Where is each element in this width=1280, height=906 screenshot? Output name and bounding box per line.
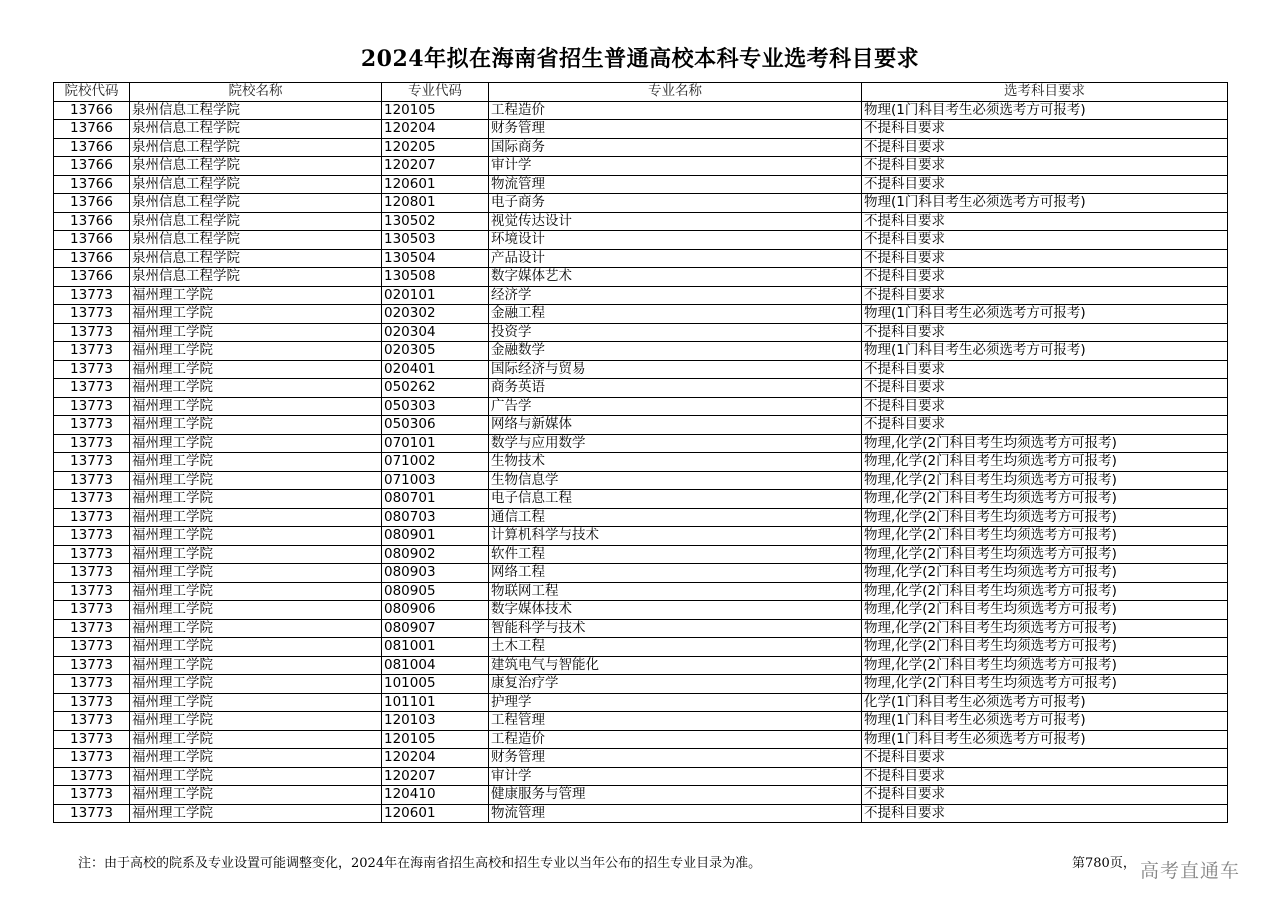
subject-requirement-cell: 不提科目要求 xyxy=(862,212,1228,231)
major-name-cell: 生物信息学 xyxy=(489,471,862,490)
school-name-cell: 福州理工学院 xyxy=(130,582,382,601)
school-code-cell: 13766 xyxy=(54,101,130,120)
school-name-cell: 福州理工学院 xyxy=(130,786,382,805)
school-name-cell: 福州理工学院 xyxy=(130,379,382,398)
school-code-cell: 13773 xyxy=(54,434,130,453)
header-row xyxy=(54,83,1228,102)
table-row xyxy=(54,212,1228,231)
major-code-cell: 120207 xyxy=(382,157,489,176)
subject-requirement-cell: 物理,化学(2门科目考生均须选考方可报考) xyxy=(862,601,1228,620)
subject-requirement-cell: 不提科目要求 xyxy=(862,120,1228,139)
subject-requirement-cell: 不提科目要求 xyxy=(862,157,1228,176)
school-code-cell: 13773 xyxy=(54,471,130,490)
table-row xyxy=(54,767,1228,786)
header-school-name: 院校名称 xyxy=(130,83,382,102)
major-name-cell: 物流管理 xyxy=(489,804,862,823)
major-name-cell: 建筑电气与智能化 xyxy=(489,656,862,675)
major-name-cell: 商务英语 xyxy=(489,379,862,398)
subject-requirement-cell: 物理(1门科目考生必须选考方可报考) xyxy=(862,730,1228,749)
school-code-cell: 13766 xyxy=(54,138,130,157)
subject-requirement-cell: 不提科目要求 xyxy=(862,175,1228,194)
school-code-cell: 13766 xyxy=(54,120,130,139)
school-code-cell: 13766 xyxy=(54,212,130,231)
major-code-cell: 080701 xyxy=(382,490,489,509)
table-row xyxy=(54,249,1228,268)
school-name-cell: 福州理工学院 xyxy=(130,675,382,694)
subject-requirement-cell: 物理,化学(2门科目考生均须选考方可报考) xyxy=(862,582,1228,601)
footer-page-number: 第780页， xyxy=(1072,856,1136,871)
major-name-cell: 金融数学 xyxy=(489,342,862,361)
major-name-cell: 土木工程 xyxy=(489,638,862,657)
subject-requirement-cell: 物理(1门科目考生必须选考方可报考) xyxy=(862,194,1228,213)
school-name-cell: 福州理工学院 xyxy=(130,564,382,583)
table-row xyxy=(54,342,1228,361)
subject-requirement-cell: 不提科目要求 xyxy=(862,286,1228,305)
subject-requirement-cell: 物理,化学(2门科目考生均须选考方可报考) xyxy=(862,564,1228,583)
school-name-cell: 泉州信息工程学院 xyxy=(130,212,382,231)
major-name-cell: 网络与新媒体 xyxy=(489,416,862,435)
major-code-cell: 120801 xyxy=(382,194,489,213)
major-code-cell: 071002 xyxy=(382,453,489,472)
subject-requirement-cell: 物理,化学(2门科目考生均须选考方可报考) xyxy=(862,675,1228,694)
subject-requirement-cell: 物理,化学(2门科目考生均须选考方可报考) xyxy=(862,508,1228,527)
school-name-cell: 福州理工学院 xyxy=(130,804,382,823)
school-code-cell: 13773 xyxy=(54,675,130,694)
subject-requirement-cell: 物理,化学(2门科目考生均须选考方可报考) xyxy=(862,619,1228,638)
subject-requirement-cell: 不提科目要求 xyxy=(862,231,1228,250)
school-code-cell: 13773 xyxy=(54,379,130,398)
school-code-cell: 13773 xyxy=(54,804,130,823)
subject-requirement-cell: 物理(1门科目考生必须选考方可报考) xyxy=(862,342,1228,361)
table-row xyxy=(54,619,1228,638)
table-row xyxy=(54,638,1228,657)
table-row xyxy=(54,286,1228,305)
major-name-cell: 生物技术 xyxy=(489,453,862,472)
subject-requirement-cell: 不提科目要求 xyxy=(862,767,1228,786)
major-name-cell: 工程造价 xyxy=(489,101,862,120)
school-name-cell: 泉州信息工程学院 xyxy=(130,194,382,213)
table-row xyxy=(54,360,1228,379)
subject-requirement-cell: 物理,化学(2门科目考生均须选考方可报考) xyxy=(862,545,1228,564)
table-row xyxy=(54,305,1228,324)
table-row xyxy=(54,101,1228,120)
header-major-code: 专业代码 xyxy=(382,83,489,102)
table-row xyxy=(54,416,1228,435)
subject-requirement-cell: 物理,化学(2门科目考生均须选考方可报考) xyxy=(862,490,1228,509)
school-code-cell: 13773 xyxy=(54,638,130,657)
subject-requirement-cell: 不提科目要求 xyxy=(862,786,1228,805)
table-row xyxy=(54,231,1228,250)
major-code-cell: 050262 xyxy=(382,379,489,398)
subject-requirement-cell: 物理,化学(2门科目考生均须选考方可报考) xyxy=(862,527,1228,546)
major-code-cell: 120105 xyxy=(382,101,489,120)
school-code-cell: 13773 xyxy=(54,527,130,546)
table-row xyxy=(54,693,1228,712)
major-code-cell: 080902 xyxy=(382,545,489,564)
school-code-cell: 13773 xyxy=(54,360,130,379)
school-name-cell: 福州理工学院 xyxy=(130,730,382,749)
major-name-cell: 智能科学与技术 xyxy=(489,619,862,638)
major-name-cell: 投资学 xyxy=(489,323,862,342)
major-code-cell: 120103 xyxy=(382,712,489,731)
subject-requirement-cell: 物理(1门科目考生必须选考方可报考) xyxy=(862,305,1228,324)
major-name-cell: 审计学 xyxy=(489,157,862,176)
major-code-cell: 020305 xyxy=(382,342,489,361)
table-row xyxy=(54,434,1228,453)
table-row xyxy=(54,397,1228,416)
major-name-cell: 经济学 xyxy=(489,286,862,305)
major-code-cell: 071003 xyxy=(382,471,489,490)
subject-requirement-cell: 不提科目要求 xyxy=(862,249,1228,268)
school-name-cell: 福州理工学院 xyxy=(130,434,382,453)
school-name-cell: 福州理工学院 xyxy=(130,545,382,564)
table-row xyxy=(54,508,1228,527)
subject-requirement-cell: 物理(1门科目考生必须选考方可报考) xyxy=(862,712,1228,731)
table-row xyxy=(54,120,1228,139)
table-row xyxy=(54,379,1228,398)
major-code-cell: 120410 xyxy=(382,786,489,805)
school-code-cell: 13773 xyxy=(54,397,130,416)
school-code-cell: 13773 xyxy=(54,342,130,361)
school-name-cell: 泉州信息工程学院 xyxy=(130,101,382,120)
major-name-cell: 计算机科学与技术 xyxy=(489,527,862,546)
subject-requirement-cell: 物理,化学(2门科目考生均须选考方可报考) xyxy=(862,471,1228,490)
major-code-cell: 120204 xyxy=(382,749,489,768)
school-code-cell: 13773 xyxy=(54,601,130,620)
major-name-cell: 工程管理 xyxy=(489,712,862,731)
school-code-cell: 13766 xyxy=(54,249,130,268)
subject-requirement-cell: 不提科目要求 xyxy=(862,749,1228,768)
table-row xyxy=(54,804,1228,823)
school-name-cell: 福州理工学院 xyxy=(130,749,382,768)
school-name-cell: 福州理工学院 xyxy=(130,360,382,379)
major-code-cell: 120205 xyxy=(382,138,489,157)
school-code-cell: 13773 xyxy=(54,749,130,768)
major-code-cell: 050306 xyxy=(382,416,489,435)
major-code-cell: 080703 xyxy=(382,508,489,527)
table-row xyxy=(54,453,1228,472)
major-code-cell: 020302 xyxy=(382,305,489,324)
school-name-cell: 泉州信息工程学院 xyxy=(130,249,382,268)
table-row xyxy=(54,138,1228,157)
subject-requirement-cell: 不提科目要求 xyxy=(862,416,1228,435)
school-name-cell: 福州理工学院 xyxy=(130,471,382,490)
major-code-cell: 020304 xyxy=(382,323,489,342)
major-code-cell: 020101 xyxy=(382,286,489,305)
major-name-cell: 数字媒体艺术 xyxy=(489,268,862,287)
major-code-cell: 081004 xyxy=(382,656,489,675)
requirements-table xyxy=(53,82,1228,823)
major-code-cell: 080901 xyxy=(382,527,489,546)
subject-requirement-cell: 不提科目要求 xyxy=(862,360,1228,379)
header-major-name: 专业名称 xyxy=(489,83,862,102)
major-name-cell: 广告学 xyxy=(489,397,862,416)
major-name-cell: 通信工程 xyxy=(489,508,862,527)
school-code-cell: 13773 xyxy=(54,786,130,805)
school-name-cell: 福州理工学院 xyxy=(130,656,382,675)
major-name-cell: 网络工程 xyxy=(489,564,862,583)
school-name-cell: 泉州信息工程学院 xyxy=(130,268,382,287)
table-row xyxy=(54,564,1228,583)
table-row xyxy=(54,490,1228,509)
major-name-cell: 数字媒体技术 xyxy=(489,601,862,620)
major-code-cell: 130504 xyxy=(382,249,489,268)
watermark-logo: 高考直通车 xyxy=(1140,860,1241,882)
table-row xyxy=(54,157,1228,176)
table-row xyxy=(54,194,1228,213)
major-code-cell: 080903 xyxy=(382,564,489,583)
major-code-cell: 080907 xyxy=(382,619,489,638)
major-code-cell: 050303 xyxy=(382,397,489,416)
major-code-cell: 120204 xyxy=(382,120,489,139)
school-code-cell: 13773 xyxy=(54,323,130,342)
table-row xyxy=(54,175,1228,194)
header-subject-requirement: 选考科目要求 xyxy=(862,83,1228,102)
table-row xyxy=(54,268,1228,287)
major-code-cell: 130503 xyxy=(382,231,489,250)
page-title: 2024年拟在海南省招生普通高校本科专业选考科目要求 xyxy=(360,46,920,72)
school-name-cell: 福州理工学院 xyxy=(130,601,382,620)
school-name-cell: 福州理工学院 xyxy=(130,508,382,527)
table-row xyxy=(54,786,1228,805)
school-name-cell: 福州理工学院 xyxy=(130,286,382,305)
subject-requirement-cell: 化学(1门科目考生必须选考方可报考) xyxy=(862,693,1228,712)
subject-requirement-cell: 物理,化学(2门科目考生均须选考方可报考) xyxy=(862,453,1228,472)
school-name-cell: 福州理工学院 xyxy=(130,693,382,712)
subject-requirement-cell: 不提科目要求 xyxy=(862,138,1228,157)
school-code-cell: 13773 xyxy=(54,712,130,731)
major-name-cell: 电子信息工程 xyxy=(489,490,862,509)
major-code-cell: 120601 xyxy=(382,804,489,823)
table-row xyxy=(54,656,1228,675)
subject-requirement-cell: 物理,化学(2门科目考生均须选考方可报考) xyxy=(862,656,1228,675)
table-row xyxy=(54,730,1228,749)
school-code-cell: 13766 xyxy=(54,175,130,194)
major-name-cell: 产品设计 xyxy=(489,249,862,268)
table-row xyxy=(54,712,1228,731)
school-name-cell: 福州理工学院 xyxy=(130,527,382,546)
school-code-cell: 13773 xyxy=(54,286,130,305)
major-name-cell: 金融工程 xyxy=(489,305,862,324)
major-name-cell: 工程造价 xyxy=(489,730,862,749)
subject-requirement-cell: 物理,化学(2门科目考生均须选考方可报考) xyxy=(862,638,1228,657)
school-code-cell: 13773 xyxy=(54,767,130,786)
major-name-cell: 财务管理 xyxy=(489,749,862,768)
school-code-cell: 13773 xyxy=(54,453,130,472)
school-code-cell: 13773 xyxy=(54,619,130,638)
major-code-cell: 020401 xyxy=(382,360,489,379)
school-code-cell: 13773 xyxy=(54,416,130,435)
table-row xyxy=(54,601,1228,620)
school-code-cell: 13773 xyxy=(54,693,130,712)
subject-requirement-cell: 不提科目要求 xyxy=(862,397,1228,416)
major-name-cell: 电子商务 xyxy=(489,194,862,213)
subject-requirement-cell: 物理(1门科目考生必须选考方可报考) xyxy=(862,101,1228,120)
school-name-cell: 泉州信息工程学院 xyxy=(130,138,382,157)
school-name-cell: 福州理工学院 xyxy=(130,712,382,731)
school-code-cell: 13766 xyxy=(54,194,130,213)
major-code-cell: 101005 xyxy=(382,675,489,694)
major-name-cell: 视觉传达设计 xyxy=(489,212,862,231)
major-code-cell: 080906 xyxy=(382,601,489,620)
school-name-cell: 泉州信息工程学院 xyxy=(130,157,382,176)
table-body xyxy=(54,101,1228,823)
school-name-cell: 福州理工学院 xyxy=(130,323,382,342)
school-code-cell: 13773 xyxy=(54,490,130,509)
table-row xyxy=(54,675,1228,694)
subject-requirement-cell: 不提科目要求 xyxy=(862,323,1228,342)
table-row xyxy=(54,749,1228,768)
footer-note: 注：由于高校的院系及专业设置可能调整变化，2024年在海南省招生高校和招生专业以当年公布的招生专业目录为准。 xyxy=(78,856,762,871)
school-code-cell: 13773 xyxy=(54,305,130,324)
major-name-cell: 软件工程 xyxy=(489,545,862,564)
school-code-cell: 13766 xyxy=(54,268,130,287)
school-code-cell: 13766 xyxy=(54,157,130,176)
table-row xyxy=(54,323,1228,342)
major-name-cell: 数学与应用数学 xyxy=(489,434,862,453)
subject-requirement-cell: 不提科目要求 xyxy=(862,804,1228,823)
major-code-cell: 070101 xyxy=(382,434,489,453)
major-name-cell: 国际商务 xyxy=(489,138,862,157)
subject-requirement-cell: 不提科目要求 xyxy=(862,268,1228,287)
school-name-cell: 泉州信息工程学院 xyxy=(130,231,382,250)
major-name-cell: 物联网工程 xyxy=(489,582,862,601)
header-school-code: 院校代码 xyxy=(54,83,130,102)
major-code-cell: 130508 xyxy=(382,268,489,287)
school-name-cell: 福州理工学院 xyxy=(130,342,382,361)
school-name-cell: 福州理工学院 xyxy=(130,453,382,472)
major-name-cell: 健康服务与管理 xyxy=(489,786,862,805)
major-code-cell: 080905 xyxy=(382,582,489,601)
major-code-cell: 120207 xyxy=(382,767,489,786)
major-name-cell: 护理学 xyxy=(489,693,862,712)
school-name-cell: 福州理工学院 xyxy=(130,397,382,416)
major-name-cell: 环境设计 xyxy=(489,231,862,250)
major-name-cell: 国际经济与贸易 xyxy=(489,360,862,379)
table-row xyxy=(54,545,1228,564)
school-code-cell: 13773 xyxy=(54,564,130,583)
school-name-cell: 福州理工学院 xyxy=(130,619,382,638)
major-code-cell: 081001 xyxy=(382,638,489,657)
table-row xyxy=(54,582,1228,601)
school-name-cell: 福州理工学院 xyxy=(130,490,382,509)
school-code-cell: 13773 xyxy=(54,582,130,601)
major-name-cell: 康复治疗学 xyxy=(489,675,862,694)
subject-requirement-cell: 不提科目要求 xyxy=(862,379,1228,398)
school-code-cell: 13773 xyxy=(54,656,130,675)
school-code-cell: 13766 xyxy=(54,231,130,250)
major-name-cell: 物流管理 xyxy=(489,175,862,194)
table-row xyxy=(54,527,1228,546)
school-code-cell: 13773 xyxy=(54,730,130,749)
table-header xyxy=(54,83,1228,102)
subject-requirement-cell: 物理,化学(2门科目考生均须选考方可报考) xyxy=(862,434,1228,453)
table-row xyxy=(54,471,1228,490)
major-code-cell: 101101 xyxy=(382,693,489,712)
school-name-cell: 泉州信息工程学院 xyxy=(130,120,382,139)
school-code-cell: 13773 xyxy=(54,508,130,527)
major-code-cell: 120601 xyxy=(382,175,489,194)
school-name-cell: 泉州信息工程学院 xyxy=(130,175,382,194)
school-name-cell: 福州理工学院 xyxy=(130,305,382,324)
school-code-cell: 13773 xyxy=(54,545,130,564)
major-name-cell: 财务管理 xyxy=(489,120,862,139)
school-name-cell: 福州理工学院 xyxy=(130,767,382,786)
school-name-cell: 福州理工学院 xyxy=(130,638,382,657)
major-code-cell: 120105 xyxy=(382,730,489,749)
school-name-cell: 福州理工学院 xyxy=(130,416,382,435)
major-name-cell: 审计学 xyxy=(489,767,862,786)
major-code-cell: 130502 xyxy=(382,212,489,231)
